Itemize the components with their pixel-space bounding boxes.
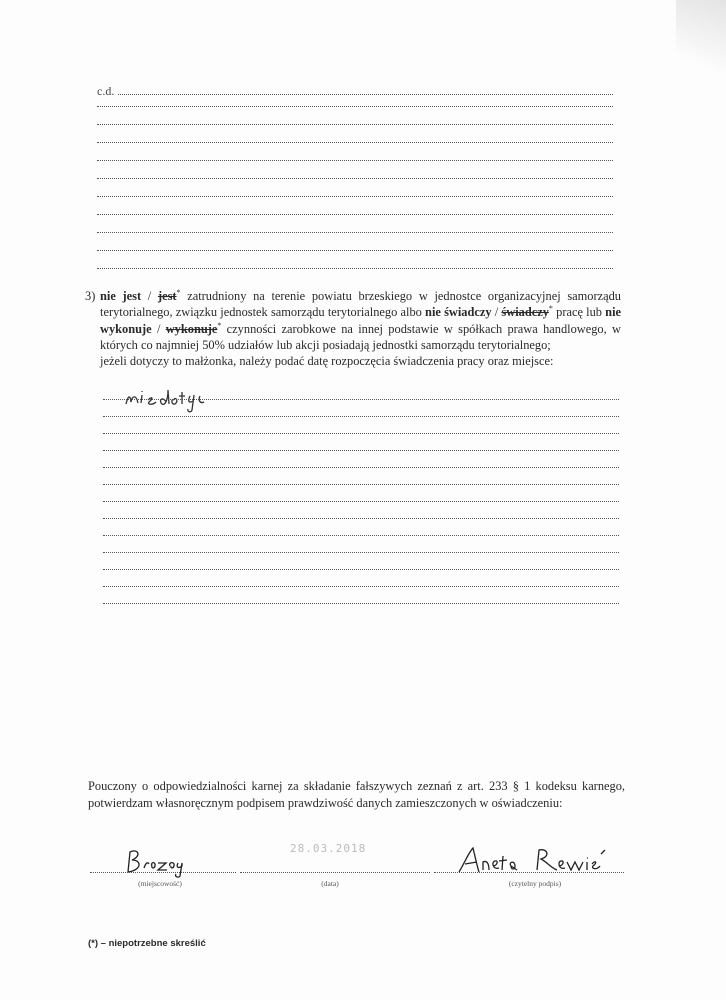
blank-line: [97, 106, 613, 107]
date-stamp: 28.03.2018: [290, 842, 367, 855]
date-line: [240, 872, 430, 873]
cd-line: [97, 84, 613, 99]
blank-line: [97, 232, 613, 233]
blank-line: [103, 586, 619, 587]
option-jest: jest: [157, 289, 177, 303]
footnote: (*) – niepotrzebne skreślić: [88, 938, 206, 949]
signature-line: [434, 872, 624, 873]
footnote-mark: *: [548, 304, 553, 314]
section-text: pracę lub: [552, 305, 606, 320]
blank-line: [103, 501, 619, 502]
blank-line: [97, 214, 613, 215]
blank-line: [103, 450, 619, 451]
blank-line: [103, 569, 619, 570]
place-line: [90, 872, 236, 873]
signature-label: (czytelny podpis): [508, 879, 562, 888]
spouse-instruction: jeżeli dotyczy to małżonka, należy podać datę rozpoczęcia świadczenia pracy oraz miejsce:: [100, 354, 554, 369]
cd-label: c.d.: [97, 84, 115, 98]
option-swiadczy: świadczy: [501, 305, 549, 320]
blank-line: [103, 535, 619, 536]
option-wykonuje: wykonuje: [165, 321, 218, 336]
option-nie-jest: nie jest: [100, 289, 142, 303]
section-3-paragraph: [85, 288, 621, 369]
blank-line: [97, 268, 613, 269]
blank-line: [97, 160, 613, 161]
blank-line: [97, 250, 613, 251]
section-text: czynności zarobkowe na innej podstawie w spółkach prawa handlowego, w których co najmniej 50% udziałów lub akcji posiadają jednostki samorządu terytorialnego;: [100, 321, 621, 352]
blank-line: [103, 399, 619, 400]
blank-line: [103, 518, 619, 519]
section-text: zatrudniony na terenie powiatu brzeskiego w jednostce organizacyjnej samorządu terytorialnego, związku jednostek samorządu terytorialnego albo: [100, 289, 622, 320]
blank-line: [103, 467, 619, 468]
blank-line: [103, 433, 619, 434]
blank-line: [103, 603, 619, 604]
blank-line: [103, 416, 619, 417]
place-label: (miejscowość): [138, 879, 182, 888]
slash: /: [491, 305, 502, 320]
blank-line: [103, 484, 619, 485]
section-number: 3): [85, 289, 96, 303]
place-handwriting: [122, 846, 194, 878]
option-nie-swiadczy: nie świadczy: [425, 305, 492, 320]
blank-line: [97, 124, 613, 125]
blank-line: [103, 552, 619, 553]
cd-dot-fill: [118, 85, 613, 95]
blank-line: [97, 196, 613, 197]
blank-line: [97, 142, 613, 143]
footnote-mark: *: [217, 320, 222, 330]
option-nie-wykonuje: nie wykonuje: [100, 305, 622, 336]
date-label: (data): [321, 879, 339, 888]
slash: /: [141, 289, 158, 303]
slash: /: [151, 321, 166, 336]
section-3-body: [100, 288, 621, 369]
footnote-mark: *: [176, 287, 181, 297]
statement-paragraph: Pouczony o odpowiedzialności karnej za składanie fałszywych zeznań z art. 233 § 1 kodeksu karnego, potwierdzam własnoręcznym podpisem prawdziwość danych zamieszczonych w oświadczeniu:: [88, 779, 625, 810]
scan-shadow: [676, 0, 726, 90]
blank-line: [97, 178, 613, 179]
